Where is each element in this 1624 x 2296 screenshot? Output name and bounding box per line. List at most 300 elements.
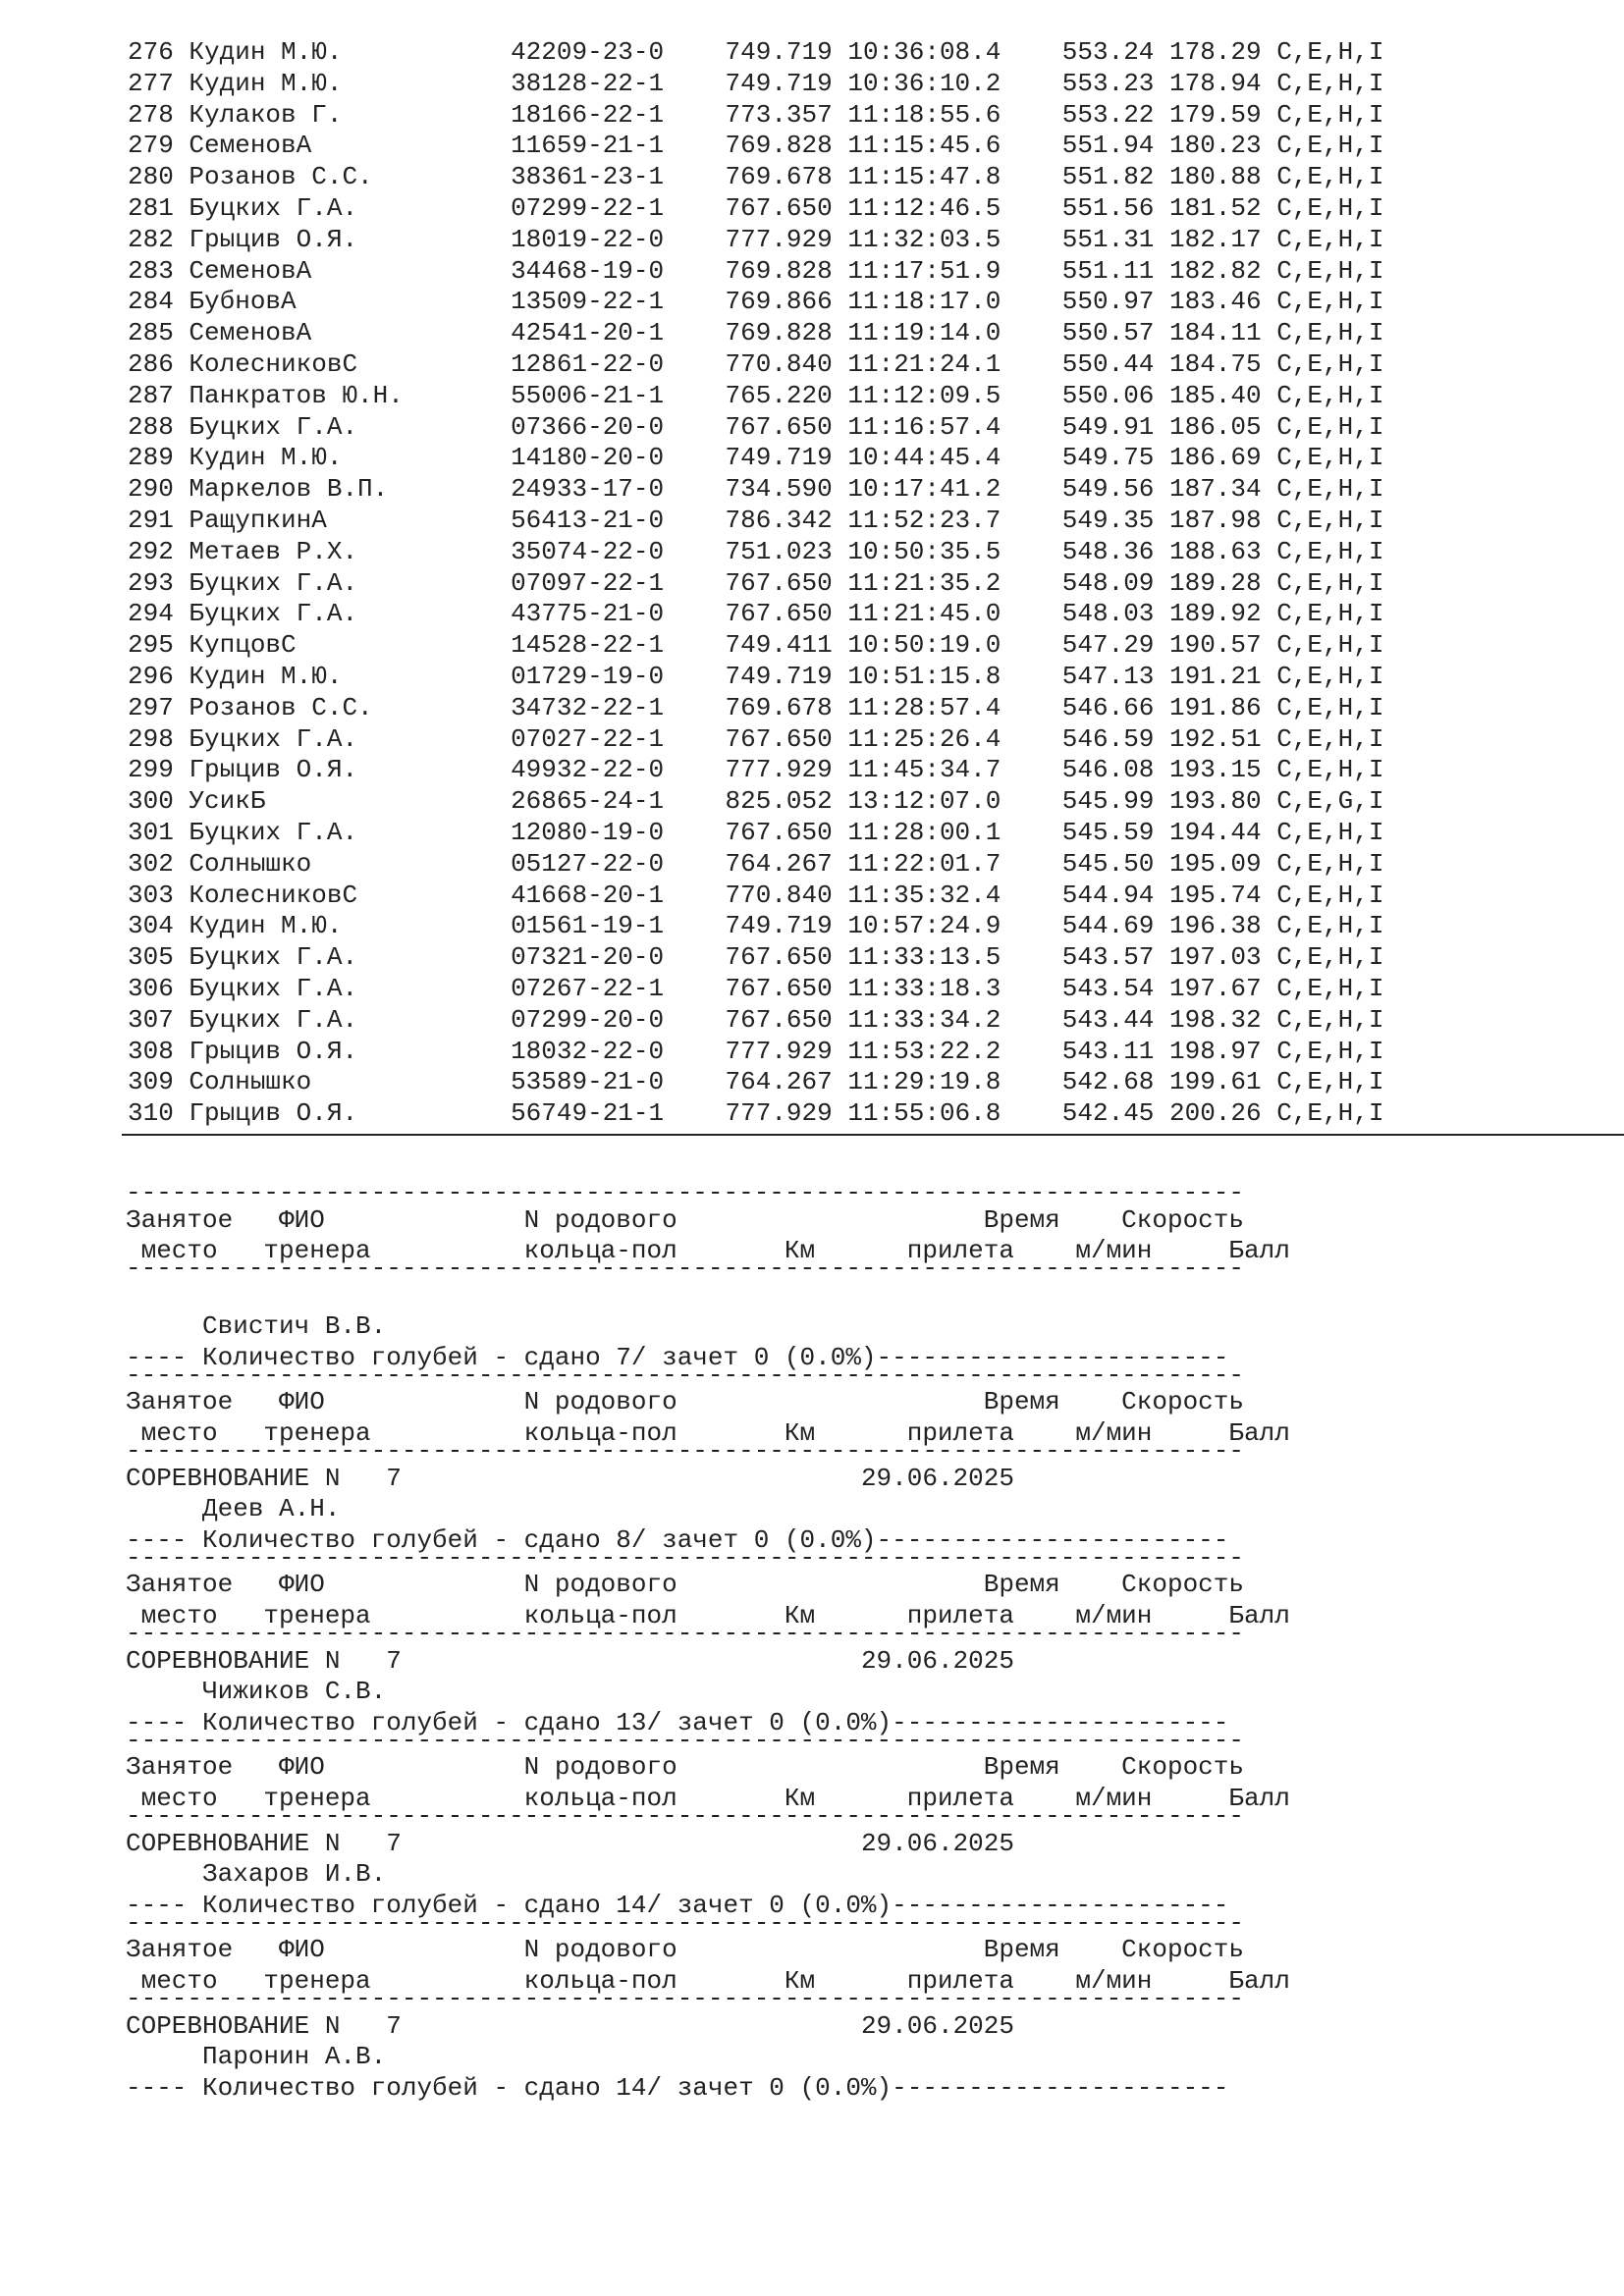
cell-time: 13:12:07.0 bbox=[847, 786, 1062, 817]
cell-score: 182.17 bbox=[1169, 224, 1277, 254]
cell-score: 182.82 bbox=[1169, 255, 1277, 286]
cell-place: 286 bbox=[128, 348, 189, 379]
cell-trainer: Кудин М.Ю. bbox=[189, 661, 512, 691]
cell-flags: C,E,H,I bbox=[1276, 880, 1384, 910]
cell-place: 302 bbox=[128, 848, 189, 879]
cell-place: 291 bbox=[128, 505, 189, 535]
table-row bbox=[128, 537, 1383, 568]
cell-ring: 07366-20-0 bbox=[511, 411, 726, 442]
cell-place: 300 bbox=[128, 786, 189, 817]
cell-trainer: Грыцив О.Я. bbox=[189, 755, 512, 785]
cell-flags: C,E,H,I bbox=[1276, 287, 1384, 317]
cell-km: 777.929 bbox=[725, 1098, 848, 1129]
table-row bbox=[128, 693, 1383, 724]
cell-time: 11:35:32.4 bbox=[847, 880, 1062, 910]
cell-score: 198.32 bbox=[1169, 1004, 1277, 1035]
cell-place: 294 bbox=[128, 599, 189, 629]
cell-score: 187.34 bbox=[1169, 474, 1277, 505]
cell-trainer: Маркелов В.П. bbox=[189, 474, 512, 505]
table-row bbox=[128, 724, 1383, 756]
cell-trainer: Буцких Г.А. bbox=[189, 942, 512, 973]
cell-time: 11:33:34.2 bbox=[847, 1004, 1062, 1035]
cell-flags: C,E,H,I bbox=[1276, 255, 1384, 286]
cell-flags: C,E,H,I bbox=[1276, 505, 1384, 535]
cell-flags: C,E,H,I bbox=[1276, 131, 1384, 161]
cell-score: 184.75 bbox=[1169, 348, 1277, 379]
header-separator bbox=[126, 1192, 1290, 1205]
cell-score: 178.94 bbox=[1169, 68, 1277, 98]
column-header-line-2: место тренера кольца-пол Км прилета м/мин Балл bbox=[126, 1601, 1290, 1631]
cell-km: 769.828 bbox=[725, 131, 848, 161]
cell-place: 293 bbox=[128, 567, 189, 598]
cell-speed: 545.59 bbox=[1061, 817, 1169, 847]
cell-speed: 545.50 bbox=[1061, 848, 1169, 879]
table-row bbox=[128, 1005, 1383, 1037]
cell-km: 769.828 bbox=[725, 255, 848, 286]
cell-km: 769.678 bbox=[725, 692, 848, 722]
cell-ring: 49932-22-0 bbox=[511, 755, 726, 785]
cell-speed: 543.44 bbox=[1061, 1004, 1169, 1035]
cell-score: 193.80 bbox=[1169, 786, 1277, 817]
table-row bbox=[128, 568, 1383, 600]
cell-trainer: Кудин М.Ю. bbox=[189, 911, 512, 941]
table-row bbox=[128, 318, 1383, 349]
cell-time: 10:36:08.4 bbox=[847, 37, 1062, 67]
blank-line bbox=[126, 1281, 1290, 1312]
cell-ring: 42209-23-0 bbox=[511, 37, 726, 67]
table-row bbox=[128, 69, 1383, 100]
cell-score: 183.46 bbox=[1169, 287, 1277, 317]
cell-time: 11:15:45.6 bbox=[847, 131, 1062, 161]
cell-speed: 549.35 bbox=[1061, 505, 1169, 535]
cell-score: 195.74 bbox=[1169, 880, 1277, 910]
cell-time: 11:25:26.4 bbox=[847, 723, 1062, 754]
cell-score: 192.51 bbox=[1169, 723, 1277, 754]
competition-line bbox=[126, 2011, 1290, 2043]
cell-score: 185.40 bbox=[1169, 380, 1277, 410]
table-row bbox=[128, 911, 1383, 942]
cell-place: 298 bbox=[128, 723, 189, 754]
cell-time: 11:15:47.8 bbox=[847, 162, 1062, 192]
cell-trainer: Буцких Г.А. bbox=[189, 1004, 512, 1035]
trainer-name: Деев А.Н. bbox=[126, 1494, 341, 1524]
cell-score: 190.57 bbox=[1169, 630, 1277, 661]
cell-speed: 550.44 bbox=[1061, 348, 1169, 379]
cell-flags: C,E,G,I bbox=[1276, 786, 1384, 817]
cell-flags: C,E,H,I bbox=[1276, 411, 1384, 442]
table-row bbox=[128, 755, 1383, 786]
cell-km: 777.929 bbox=[725, 1036, 848, 1066]
pigeon-count-summary: ---- Количество голубей - сдано 7/ зачет 0 (0.0%)----------------------- bbox=[126, 1343, 1229, 1373]
table-row bbox=[128, 225, 1383, 256]
cell-trainer: Буцких Г.А. bbox=[189, 411, 512, 442]
cell-trainer: КолесниковС bbox=[189, 348, 512, 379]
cell-ring: 12080-19-0 bbox=[511, 817, 726, 847]
cell-time: 11:22:01.7 bbox=[847, 848, 1062, 879]
cell-km: 767.650 bbox=[725, 817, 848, 847]
table-row bbox=[128, 1037, 1383, 1068]
cell-flags: C,E,H,I bbox=[1276, 661, 1384, 691]
cell-ring: 07097-22-1 bbox=[511, 567, 726, 598]
cell-km: 767.650 bbox=[725, 723, 848, 754]
cell-speed: 551.11 bbox=[1061, 255, 1169, 286]
cell-place: 301 bbox=[128, 817, 189, 847]
cell-speed: 542.68 bbox=[1061, 1067, 1169, 1097]
table-end-rule bbox=[122, 1134, 1624, 1136]
cell-ring: 26865-24-1 bbox=[511, 786, 726, 817]
table-row bbox=[128, 786, 1383, 818]
cell-km: 777.929 bbox=[725, 224, 848, 254]
cell-speed: 551.94 bbox=[1061, 131, 1169, 161]
cell-ring: 14180-20-0 bbox=[511, 443, 726, 473]
cell-ring: 42541-20-1 bbox=[511, 318, 726, 348]
cell-km: 767.650 bbox=[725, 411, 848, 442]
cell-score: 186.05 bbox=[1169, 411, 1277, 442]
cell-trainer: Буцких Г.А. bbox=[189, 723, 512, 754]
cell-ring: 41668-20-1 bbox=[511, 880, 726, 910]
cell-time: 11:21:35.2 bbox=[847, 567, 1062, 598]
cell-time: 11:17:51.9 bbox=[847, 255, 1062, 286]
competition-line bbox=[126, 1829, 1290, 1860]
cell-trainer: Панкратов Ю.Н. bbox=[189, 380, 512, 410]
cell-km: 767.650 bbox=[725, 567, 848, 598]
cell-speed: 549.91 bbox=[1061, 411, 1169, 442]
cell-place: 292 bbox=[128, 536, 189, 566]
cell-speed: 553.22 bbox=[1061, 99, 1169, 130]
competition-line bbox=[126, 1646, 1290, 1678]
cell-ring: 43775-21-0 bbox=[511, 599, 726, 629]
column-header-line-2: место тренера кольца-пол Км прилета м/мин Балл bbox=[126, 1418, 1290, 1449]
header-separator bbox=[126, 1739, 1290, 1753]
header-separator bbox=[126, 1557, 1290, 1571]
cell-place: 289 bbox=[128, 443, 189, 473]
cell-km: 773.357 bbox=[725, 99, 848, 130]
cell-trainer: Кудин М.Ю. bbox=[189, 37, 512, 67]
cell-flags: C,E,H,I bbox=[1276, 162, 1384, 192]
cell-place: 278 bbox=[128, 99, 189, 130]
cell-ring: 07321-20-0 bbox=[511, 942, 726, 973]
cell-score: 180.23 bbox=[1169, 131, 1277, 161]
cell-speed: 548.36 bbox=[1061, 536, 1169, 566]
cell-flags: C,E,H,I bbox=[1276, 973, 1384, 1003]
cell-ring: 01729-19-0 bbox=[511, 661, 726, 691]
cell-ring: 24933-17-0 bbox=[511, 474, 726, 505]
cell-ring: 18019-22-0 bbox=[511, 224, 726, 254]
header-separator bbox=[126, 1815, 1290, 1829]
cell-score: 193.15 bbox=[1169, 755, 1277, 785]
cell-km: 749.719 bbox=[725, 661, 848, 691]
cell-score: 197.67 bbox=[1169, 973, 1277, 1003]
cell-speed: 547.13 bbox=[1061, 661, 1169, 691]
cell-time: 11:28:00.1 bbox=[847, 817, 1062, 847]
cell-score: 181.52 bbox=[1169, 192, 1277, 223]
cell-trainer: Метаев Р.Х. bbox=[189, 536, 512, 566]
table-row bbox=[128, 1067, 1383, 1098]
competition-date: 29.06.2025 bbox=[860, 1463, 1014, 1493]
cell-score: 196.38 bbox=[1169, 911, 1277, 941]
cell-km: 764.267 bbox=[725, 1067, 848, 1097]
cell-speed: 543.54 bbox=[1061, 973, 1169, 1003]
cell-km: 751.023 bbox=[725, 536, 848, 566]
cell-ring: 18166-22-1 bbox=[511, 99, 726, 130]
cell-flags: C,E,H,I bbox=[1276, 1098, 1384, 1129]
column-header-line-1: Занятое ФИО N родового Время Скорость bbox=[126, 1570, 1244, 1600]
cell-ring: 13509-22-1 bbox=[511, 287, 726, 317]
cell-time: 11:29:19.8 bbox=[847, 1067, 1062, 1097]
cell-speed: 551.56 bbox=[1061, 192, 1169, 223]
cell-km: 749.719 bbox=[725, 911, 848, 941]
table-row bbox=[128, 1098, 1383, 1130]
cell-place: 287 bbox=[128, 380, 189, 410]
cell-ring: 38361-23-1 bbox=[511, 162, 726, 192]
cell-km: 749.719 bbox=[725, 443, 848, 473]
header-separator bbox=[126, 1450, 1290, 1464]
cell-time: 11:16:57.4 bbox=[847, 411, 1062, 442]
cell-place: 305 bbox=[128, 942, 189, 973]
competition-label: СОРЕВНОВАНИЕ N 7 bbox=[126, 1828, 402, 1858]
table-row bbox=[128, 474, 1383, 506]
cell-speed: 550.57 bbox=[1061, 318, 1169, 348]
cell-ring: 11659-21-1 bbox=[511, 131, 726, 161]
cell-ring: 07027-22-1 bbox=[511, 723, 726, 754]
cell-score: 194.44 bbox=[1169, 817, 1277, 847]
cell-place: 296 bbox=[128, 661, 189, 691]
competition-label: СОРЕВНОВАНИЕ N 7 bbox=[126, 1463, 402, 1493]
competition-line bbox=[126, 1464, 1290, 1495]
cell-speed: 547.29 bbox=[1061, 630, 1169, 661]
cell-speed: 551.31 bbox=[1061, 224, 1169, 254]
cell-trainer: Буцких Г.А. bbox=[189, 567, 512, 598]
cell-score: 197.03 bbox=[1169, 942, 1277, 973]
cell-place: 276 bbox=[128, 37, 189, 67]
table-row bbox=[128, 287, 1383, 318]
column-header-line-2: место тренера кольца-пол Км прилета м/мин Балл bbox=[126, 1784, 1290, 1814]
competition-date: 29.06.2025 bbox=[860, 1645, 1014, 1676]
cell-trainer: Кулаков Г. bbox=[189, 99, 512, 130]
trainer-name: Паронин А.В. bbox=[126, 2042, 387, 2072]
cell-ring: 07299-22-1 bbox=[511, 192, 726, 223]
table-row bbox=[128, 443, 1383, 474]
cell-speed: 553.24 bbox=[1061, 37, 1169, 67]
trainer-name: Чижиков С.В. bbox=[126, 1677, 387, 1707]
cell-speed: 543.11 bbox=[1061, 1036, 1169, 1066]
cell-flags: C,E,H,I bbox=[1276, 692, 1384, 722]
cell-km: 764.267 bbox=[725, 848, 848, 879]
cell-time: 11:33:18.3 bbox=[847, 973, 1062, 1003]
table-row bbox=[128, 349, 1383, 381]
cell-score: 178.29 bbox=[1169, 37, 1277, 67]
cell-speed: 549.75 bbox=[1061, 443, 1169, 473]
cell-speed: 551.82 bbox=[1061, 162, 1169, 192]
cell-flags: C,E,H,I bbox=[1276, 755, 1384, 785]
cell-trainer: БубновА bbox=[189, 287, 512, 317]
cell-speed: 548.09 bbox=[1061, 567, 1169, 598]
cell-time: 11:19:14.0 bbox=[847, 318, 1062, 348]
cell-flags: C,E,H,I bbox=[1276, 443, 1384, 473]
trainer-name: Свистич В.В. bbox=[126, 1311, 387, 1342]
cell-flags: C,E,H,I bbox=[1276, 1036, 1384, 1066]
cell-speed: 546.59 bbox=[1061, 723, 1169, 754]
cell-time: 11:55:06.8 bbox=[847, 1098, 1062, 1129]
header-separator bbox=[126, 1922, 1290, 1936]
cell-ring: 07267-22-1 bbox=[511, 973, 726, 1003]
competition-date: 29.06.2025 bbox=[860, 1828, 1014, 1858]
table-row bbox=[128, 974, 1383, 1005]
cell-flags: C,E,H,I bbox=[1276, 1067, 1384, 1097]
header-separator bbox=[126, 1374, 1290, 1388]
cell-trainer: Кудин М.Ю. bbox=[189, 443, 512, 473]
table-row bbox=[128, 162, 1383, 193]
cell-flags: C,E,H,I bbox=[1276, 192, 1384, 223]
cell-flags: C,E,H,I bbox=[1276, 380, 1384, 410]
cell-score: 191.21 bbox=[1169, 661, 1277, 691]
table-row bbox=[128, 506, 1383, 537]
column-header-line-2: место тренера кольца-пол Км прилета м/мин Балл bbox=[126, 1966, 1290, 1997]
cell-km: 749.719 bbox=[725, 37, 848, 67]
cell-flags: C,E,H,I bbox=[1276, 348, 1384, 379]
cell-km: 765.220 bbox=[725, 380, 848, 410]
table-row bbox=[128, 37, 1383, 69]
cell-trainer: Буцких Г.А. bbox=[189, 817, 512, 847]
cell-ring: 07299-20-0 bbox=[511, 1004, 726, 1035]
cell-trainer: Грыцив О.Я. bbox=[189, 1036, 512, 1066]
cell-ring: 35074-22-0 bbox=[511, 536, 726, 566]
cell-speed: 546.08 bbox=[1061, 755, 1169, 785]
ranking-table bbox=[128, 37, 1383, 1130]
table-row bbox=[128, 881, 1383, 912]
cell-time: 10:50:35.5 bbox=[847, 536, 1062, 566]
competition-label: СОРЕВНОВАНИЕ N 7 bbox=[126, 2010, 402, 2041]
cell-km: 749.411 bbox=[725, 630, 848, 661]
cell-trainer: Солнышко bbox=[189, 1067, 512, 1097]
table-row bbox=[128, 131, 1383, 162]
pigeon-count-summary: ---- Количество голубей - сдано 14/ зачет 0 (0.0%)---------------------- bbox=[126, 1891, 1229, 1921]
cell-place: 282 bbox=[128, 224, 189, 254]
cell-flags: C,E,H,I bbox=[1276, 911, 1384, 941]
cell-ring: 56749-21-1 bbox=[511, 1098, 726, 1129]
cell-km: 825.052 bbox=[725, 786, 848, 817]
header-separator bbox=[126, 1632, 1290, 1646]
cell-place: 306 bbox=[128, 973, 189, 1003]
cell-flags: C,E,H,I bbox=[1276, 318, 1384, 348]
table-row bbox=[128, 381, 1383, 412]
cell-place: 309 bbox=[128, 1067, 189, 1097]
cell-place: 308 bbox=[128, 1036, 189, 1066]
cell-place: 303 bbox=[128, 880, 189, 910]
cell-place: 281 bbox=[128, 192, 189, 223]
cell-ring: 01561-19-1 bbox=[511, 911, 726, 941]
cell-place: 284 bbox=[128, 287, 189, 317]
cell-score: 199.61 bbox=[1169, 1067, 1277, 1097]
cell-km: 767.650 bbox=[725, 942, 848, 973]
cell-flags: C,E,H,I bbox=[1276, 817, 1384, 847]
cell-trainer: СеменовА bbox=[189, 131, 512, 161]
cell-time: 11:18:17.0 bbox=[847, 287, 1062, 317]
cell-trainer: Грыцив О.Я. bbox=[189, 224, 512, 254]
cell-trainer: Кудин М.Ю. bbox=[189, 68, 512, 98]
cell-km: 767.650 bbox=[725, 973, 848, 1003]
cell-time: 11:45:34.7 bbox=[847, 755, 1062, 785]
cell-score: 186.69 bbox=[1169, 443, 1277, 473]
cell-flags: C,E,H,I bbox=[1276, 567, 1384, 598]
competition-label: СОРЕВНОВАНИЕ N 7 bbox=[126, 1645, 402, 1676]
cell-score: 184.11 bbox=[1169, 318, 1277, 348]
cell-km: 734.590 bbox=[725, 474, 848, 505]
cell-trainer: Буцких Г.А. bbox=[189, 599, 512, 629]
cell-ring: 12861-22-0 bbox=[511, 348, 726, 379]
cell-time: 10:36:10.2 bbox=[847, 68, 1062, 98]
cell-score: 189.28 bbox=[1169, 567, 1277, 598]
cell-time: 11:21:24.1 bbox=[847, 348, 1062, 379]
cell-place: 307 bbox=[128, 1004, 189, 1035]
cell-speed: 550.97 bbox=[1061, 287, 1169, 317]
table-row bbox=[128, 193, 1383, 225]
cell-time: 11:33:13.5 bbox=[847, 942, 1062, 973]
cell-flags: C,E,H,I bbox=[1276, 1004, 1384, 1035]
cell-km: 749.719 bbox=[725, 68, 848, 98]
cell-score: 188.63 bbox=[1169, 536, 1277, 566]
cell-time: 10:50:19.0 bbox=[847, 630, 1062, 661]
cell-ring: 38128-22-1 bbox=[511, 68, 726, 98]
cell-speed: 544.69 bbox=[1061, 911, 1169, 941]
cell-score: 189.92 bbox=[1169, 599, 1277, 629]
cell-flags: C,E,H,I bbox=[1276, 942, 1384, 973]
cell-speed: 549.56 bbox=[1061, 474, 1169, 505]
cell-time: 10:51:15.8 bbox=[847, 661, 1062, 691]
cell-time: 11:28:57.4 bbox=[847, 692, 1062, 722]
cell-time: 10:17:41.2 bbox=[847, 474, 1062, 505]
cell-place: 290 bbox=[128, 474, 189, 505]
cell-score: 187.98 bbox=[1169, 505, 1277, 535]
trainer-report bbox=[126, 1192, 1290, 2105]
cell-score: 198.97 bbox=[1169, 1036, 1277, 1066]
cell-trainer: РащупкинА bbox=[189, 505, 512, 535]
column-header-line-1: Занятое ФИО N родового Время Скорость bbox=[126, 1752, 1244, 1783]
cell-trainer: УсикБ bbox=[189, 786, 512, 817]
cell-flags: C,E,H,I bbox=[1276, 630, 1384, 661]
cell-place: 280 bbox=[128, 162, 189, 192]
cell-km: 786.342 bbox=[725, 505, 848, 535]
cell-flags: C,E,H,I bbox=[1276, 474, 1384, 505]
cell-flags: C,E,H,I bbox=[1276, 37, 1384, 67]
cell-score: 195.09 bbox=[1169, 848, 1277, 879]
cell-ring: 53589-21-0 bbox=[511, 1067, 726, 1097]
cell-km: 769.678 bbox=[725, 162, 848, 192]
cell-trainer: СеменовА bbox=[189, 318, 512, 348]
cell-speed: 544.94 bbox=[1061, 880, 1169, 910]
cell-ring: 56413-21-0 bbox=[511, 505, 726, 535]
cell-place: 279 bbox=[128, 131, 189, 161]
cell-trainer: Розанов С.С. bbox=[189, 162, 512, 192]
cell-score: 191.86 bbox=[1169, 692, 1277, 722]
cell-place: 277 bbox=[128, 68, 189, 98]
cell-km: 769.828 bbox=[725, 318, 848, 348]
cell-trainer: Грыцив О.Я. bbox=[189, 1098, 512, 1129]
cell-place: 295 bbox=[128, 630, 189, 661]
header-separator bbox=[126, 1267, 1290, 1281]
pigeon-count-summary: ---- Количество голубей - сдано 14/ зачет 0 (0.0%)---------------------- bbox=[126, 2073, 1229, 2104]
cell-ring: 14528-22-1 bbox=[511, 630, 726, 661]
cell-km: 777.929 bbox=[725, 755, 848, 785]
table-row bbox=[128, 662, 1383, 693]
cell-time: 11:12:09.5 bbox=[847, 380, 1062, 410]
cell-place: 288 bbox=[128, 411, 189, 442]
table-row bbox=[128, 942, 1383, 974]
cell-time: 11:32:03.5 bbox=[847, 224, 1062, 254]
cell-km: 767.650 bbox=[725, 1004, 848, 1035]
cell-km: 770.840 bbox=[725, 348, 848, 379]
cell-flags: C,E,H,I bbox=[1276, 99, 1384, 130]
